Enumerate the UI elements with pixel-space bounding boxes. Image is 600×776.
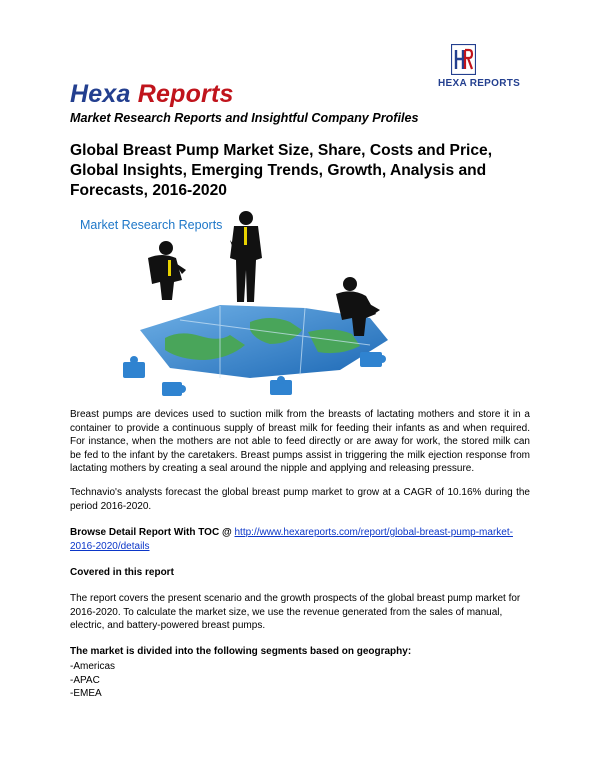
coverage-paragraph: The report covers the present scenario and the growth prospects of the global breast pump market for 2016-2020. To calculate the market size, we use the revenue generated from the sales of manual, electric, and battery-powered breast pumps. — [70, 593, 521, 631]
hexa-reports-logo — [438, 44, 521, 96]
segment-list — [70, 660, 115, 701]
browse-label: Browse Detail Report With TOC @ — [70, 527, 232, 538]
segments-heading: The market is divided into the following segments based on geography: — [70, 646, 412, 657]
segment-item: -EMEA — [70, 688, 102, 699]
covered-heading: Covered in this report — [70, 567, 174, 578]
browse-report-line — [70, 526, 530, 553]
brand-wordmark — [70, 80, 234, 109]
segment-item: -Americas — [70, 661, 116, 672]
intro-paragraph: Breast pumps are devices used to suction milk from the breasts of lactating mothers and store it in a container to provide a continuous supply of breast milk for feeding their infants as and when required. For instance, when the mothers are not able to feed directly or are away for work, the stored milk can be fed to the infant by the caretakers. Breast pumps assist in triggering the milk ejection response from lactating mothers by creating a seal around the nipple and applying and releasing pressure. — [70, 409, 530, 474]
business-figure-icon — [148, 241, 186, 300]
hero-caption: Market Research Reports — [80, 218, 223, 232]
forecast-paragraph: Technavio's analysts forecast the global breast pump market to grow at a CAGR of 10.16% during the period 2016-2020. — [70, 487, 530, 512]
brand-tagline: Market Research Reports and Insightful Company Profiles — [70, 111, 419, 125]
segment-item: -APAC — [70, 674, 100, 686]
business-figure-icon — [230, 211, 262, 302]
report-title: Global Breast Pump Market Size, Share, Costs and Price, Global Insights, Emerging Trends, Growth, Analysis and Forecasts, 2016-2020 — [70, 142, 493, 199]
report-details-link[interactable]: http://www.hexareports.com/report/global-breast-pump-market-2016-2020/details — [70, 527, 513, 552]
puzzle-map-illustration — [70, 210, 470, 400]
logo-text: HEXA REPORTS — [438, 78, 521, 89]
brand-name-part1: Hexa — [70, 80, 131, 108]
brand-name-part2: Reports — [137, 80, 234, 108]
hr-logo-icon — [451, 44, 476, 75]
